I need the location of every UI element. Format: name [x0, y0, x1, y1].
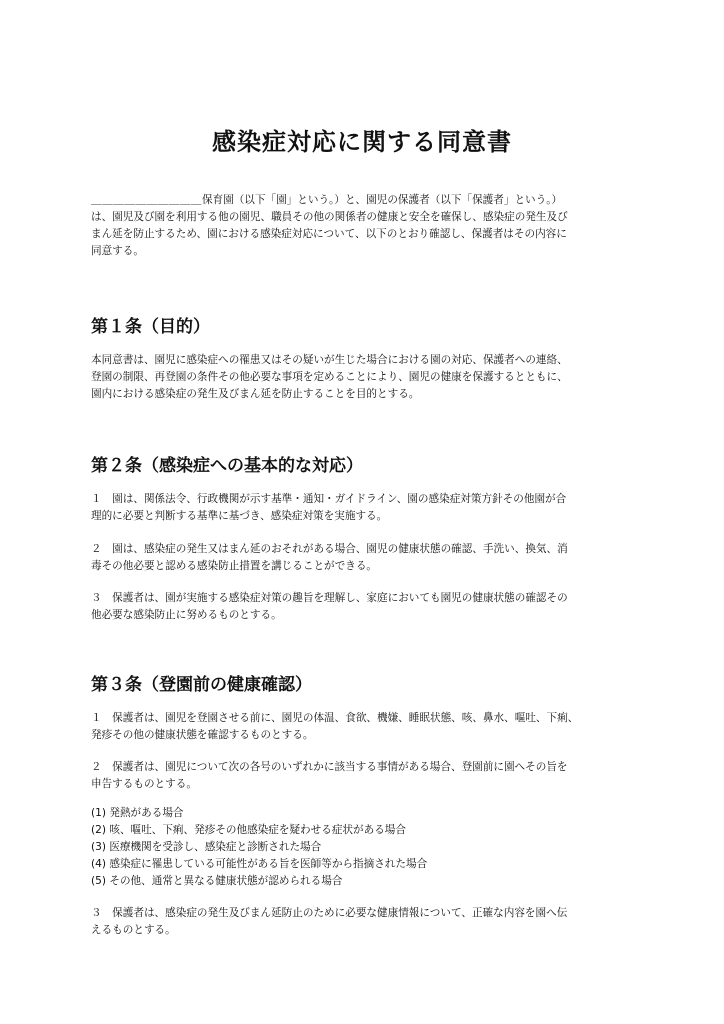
article-2-p1-line-1: １ 園は、関係法令、行政機関が示す基準・通知・ガイドライン、園の感染症対策方針その他園が合	[91, 493, 567, 505]
article-2-p2-line-2: 毒その他必要と認める感染防止措置を講じることができる。	[91, 560, 378, 572]
article-2-p1-line-2: 理的に必要と判断する基準に基づき、感染症対策を実施する。	[91, 510, 388, 522]
intro-line-3: まん延を防止するため、園における感染症対応について、以下のとおり確認し、保護者はその内容に	[91, 228, 567, 240]
intro-paragraph	[91, 192, 646, 260]
article-3-p2-line-2: 申告するものとする。	[91, 778, 197, 790]
article-3-p3-line-2: えるものとする。	[91, 924, 176, 936]
article-1-line-3: 園内における感染症の発生及びまん延を防止することを目的とする。	[91, 388, 420, 400]
article-3-paragraph-3	[91, 905, 646, 939]
intro-line-1-text: 保育園（以下「園」という。）と、園児の保護者（以下「保護者」という。）	[201, 194, 563, 206]
article-3-p1-line-2: 発疹その他の健康状態を確認するものとする。	[91, 729, 314, 741]
article-2-p2-line-1: ２ 園は、感染症の発生又はまん延のおそれがある場合、園児の健康状態の確認、手洗い、換気、消	[91, 543, 568, 555]
list-item: (4) 感染症に罹患している可能性がある旨を医師等から指摘された場合	[91, 858, 428, 870]
article-2-paragraph-2	[91, 541, 646, 575]
article-3-p1-line-1: １ 保護者は、園児を登園させる前に、園児の体温、食欲、機嫌、睡眠状態、咳、鼻水、嘔吐、下痢、	[91, 712, 579, 724]
article-3-paragraph-2	[91, 759, 646, 793]
article-2-heading: 第２条（感染症への基本的な対応）	[91, 456, 363, 476]
article-2-p3-line-2: 他必要な感染防止に努めるものとする。	[91, 609, 282, 621]
article-3-p3-line-1: ３ 保護者は、感染症の発生及びまん延防止のために必要な健康情報について、正確な内容を園へ伝	[91, 907, 568, 919]
list-item: (2) 咳、嘔吐、下痢、発疹その他感染症を疑わせる症状がある場合	[91, 824, 406, 836]
intro-line-4: 同意する。	[91, 245, 144, 257]
article-3-heading: 第３条（登園前の健康確認）	[91, 675, 312, 695]
article-1-line-1: 本同意書は、園児に感染症への罹患又はその疑いが生じた場合における園の対応、保護者への連絡、	[91, 354, 568, 366]
daycare-name-blank: ＿＿＿＿＿＿＿＿＿＿	[91, 194, 202, 206]
list-item: (3) 医療機関を受診し、感染症と診断された場合	[91, 841, 322, 853]
intro-line-2: は、園児及び園を利用する他の園児、職員その他の関係者の健康と安全を確保し、感染症の発生及び	[91, 211, 568, 223]
article-2-paragraph-1	[91, 491, 646, 525]
article-2-paragraph-3	[91, 590, 646, 624]
document-title: 感染症対応に関する同意書	[212, 128, 512, 156]
article-1-paragraph	[91, 352, 646, 403]
list-item: (1) 発熱がある場合	[91, 807, 184, 819]
article-3-p2-line-1: ２ 保護者は、園児について次の各号のいずれかに該当する事情がある場合、登園前に園へその旨を	[91, 761, 568, 773]
article-3-paragraph-1	[91, 710, 646, 744]
intro-line-1	[91, 192, 646, 209]
article-1-line-2: 登園の制限、再登園の条件その他必要な事項を定めることにより、園児の健康を保護するとともに、	[91, 371, 568, 383]
declaration-items-list	[91, 805, 646, 890]
article-1-heading: 第１条（目的）	[91, 317, 210, 337]
list-item: (5) その他、通常と異なる健康状態が認められる場合	[91, 875, 343, 887]
article-2-p3-line-1: ３ 保護者は、園が実施する感染症対策の趣旨を理解し、家庭においても園児の健康状態の確認その	[91, 592, 568, 604]
